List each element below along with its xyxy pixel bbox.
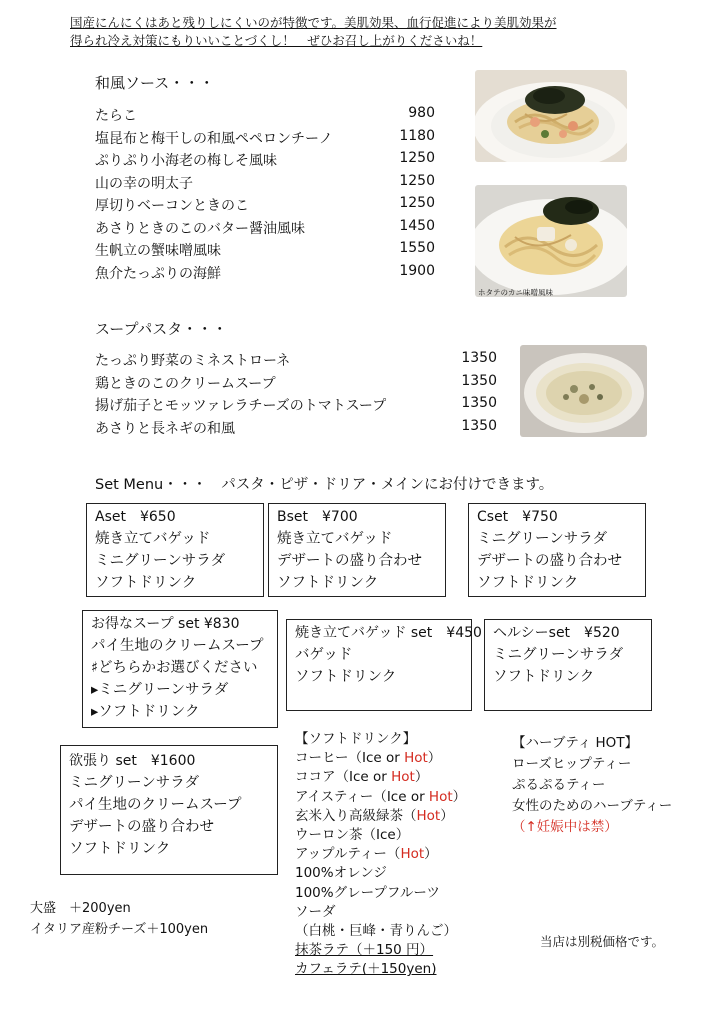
item-price: 1180 [399,127,435,144]
greedy-set-line: ミニグリーンサラダ [69,775,200,791]
item-name: 生帆立の蟹味噌風味 [95,243,221,259]
soup-set-title: お得なスープ set ¥830 [91,616,240,632]
cset-box [468,503,646,597]
item-name: 魚介たっぷりの海鮮 [95,265,221,282]
item-name: 塩昆布と梅干しの和風ペペロンチーノ [95,130,333,147]
hot-label: Hot [428,788,453,805]
item-price: 1250 [399,172,435,189]
item-name: あさりときのこのバター醤油風味 [95,220,305,237]
list-item [95,218,435,241]
aset-box [86,503,264,597]
list-item [95,350,497,373]
soup-menu-list [95,350,497,440]
soup-set-line: ▸ミニグリーンサラダ [91,682,229,698]
pasta-photo-hotate [475,185,627,297]
item-name: たらこ [95,108,137,124]
hot-label: Hot [416,807,441,824]
item-name: 厚切りベーコンときのこ [95,198,249,214]
tax-note: 当店は別税価格です。 [540,934,665,949]
list-item: （白桃・巨峰・青りんご） [295,923,457,940]
baguette-set-line: バゲッド [295,647,353,663]
list-item: ココア（Ice or Hot） [295,769,429,786]
aset-line: ミニグリーンサラダ [95,553,226,569]
drinks-heading: 【ソフトドリンク】 [295,731,417,747]
hot-label: Hot [404,750,428,767]
item-name: あさりと長ネギの和風 [95,420,235,437]
bset-line: 焼き立てバゲッド [277,531,393,547]
baguette-set-line: ソフトドリンク [295,669,397,685]
list-item [95,195,435,218]
bset-title: Bset ¥700 [277,509,358,525]
soup-heading: スープパスタ・・・ [95,320,228,338]
wafu-menu-list [95,105,435,285]
item-price: 1450 [399,217,435,234]
hot-label: Hot [391,769,415,786]
healthy-set-line: ミニグリーンサラダ [493,647,624,663]
intro-line-1: 国産にんにくはあと残りしにくいのが特徴です。美肌効果、血行促進により美肌効果が [70,15,557,30]
item-price: 980 [408,105,435,121]
list-item [95,150,435,173]
healthy-set-box [484,619,652,711]
list-item: カフェラテ(＋150yen) [295,961,437,978]
item-price: 1900 [399,262,435,279]
bset-line: ソフトドリンク [277,575,379,591]
soup-set-line: ♯どちらかお選びください [91,660,258,676]
list-item [95,373,497,396]
pasta-photo-tarako [475,70,627,162]
list-item: コーヒー（Ice or Hot） [295,750,442,767]
item-price: 1250 [399,195,435,211]
greedy-set-title: 欲張り set ¥1600 [69,753,196,769]
item-name: 揚げ茄子とモッツァレラチーズのトマトスープ [95,398,387,414]
cset-title: Cset ¥750 [477,509,558,525]
list-item [95,173,435,196]
list-item [95,105,435,128]
item-name: たっぷり野菜のミネストローネ [95,353,291,369]
intro-text [70,14,557,50]
greedy-set-line: デザートの盛り合わせ [69,819,214,835]
greedy-set-line: パイ生地のクリームスープ [69,797,242,813]
cset-line: ミニグリーンサラダ [477,531,608,547]
list-item: ソーダ [295,903,336,920]
aset-line: 焼き立てバゲッド [95,531,211,547]
aset-title: Aset ¥650 [95,509,176,525]
item-name: 鶏ときのこのクリームスープ [95,375,276,392]
extras [30,898,208,940]
list-item [95,128,435,151]
photo-caption: ホタテのカニ味噌風味 [478,288,553,297]
intro-line-2: 得られ冷え対策にもりいいことづくし！ ぜひお召し上がりくださいね！ [70,33,483,48]
set-menu-heading: Set Menu・・・ パスタ・ピザ・ドリア・メインにお付けできます。 [95,477,554,493]
cset-line: デザートの盛り合わせ [477,553,622,569]
list-item: アイスティー（Ice or Hot） [295,788,467,805]
hot-label: Hot [400,846,425,863]
item-name: 山の幸の明太子 [95,175,193,192]
list-item [95,240,435,263]
item-price: 1350 [461,395,497,411]
list-item: ぷるぷるティー [512,777,606,793]
list-item: 玄米入り高級緑茶（Hot） [295,807,454,824]
list-item [95,395,497,418]
soup-set-line: ▸ソフトドリンク [91,704,200,720]
item-name: ぷりぷり小海老の梅しそ風味 [95,153,277,169]
large-size-option: 大盛 ＋200yen [30,901,131,916]
wafu-heading: 和風ソース・・・ [95,74,215,92]
greedy-set-line: ソフトドリンク [69,841,171,857]
bset-box [268,503,446,597]
item-price: 1250 [399,150,435,166]
greedy-set-box [60,745,278,875]
soup-set-line: パイ生地のクリームスープ [91,638,264,654]
herb-note: （↑妊娠中は禁） [512,819,618,835]
soup-set-box [82,610,278,728]
cheese-option: イタリア産粉チーズ＋100yen [30,922,209,937]
bset-line: デザートの盛り合わせ [277,553,422,569]
list-item: アップルティー（Hot） [295,846,438,863]
baguette-set-box [286,619,482,711]
herb-heading: 【ハーブティ HOT】 [512,735,639,751]
item-price: 1550 [399,240,435,256]
list-item: 100%グレープフルーツ [295,884,440,901]
aset-line: ソフトドリンク [95,575,197,591]
healthy-set-title: ヘルシーset ¥520 [493,625,620,641]
item-price: 1350 [461,350,497,366]
soup-photo [520,345,647,437]
list-item: 100%オレンジ [295,865,387,882]
herb-tea-list [512,733,672,838]
list-item: 抹茶ラテ（＋150 円） [295,942,434,959]
soft-drink-list [295,730,466,980]
list-item: ローズヒップティー [512,756,632,772]
baguette-set-title: 焼き立てバゲッド set ¥450 [295,625,482,641]
list-item: 女性のためのハーブティー [512,798,673,814]
list-item [95,418,497,441]
cset-line: ソフトドリンク [477,575,579,591]
item-price: 1350 [461,372,497,389]
item-price: 1350 [461,417,497,434]
list-item: ウーロン茶（Ice） [295,827,410,844]
list-item [95,263,435,286]
healthy-set-line: ソフトドリンク [493,669,595,685]
